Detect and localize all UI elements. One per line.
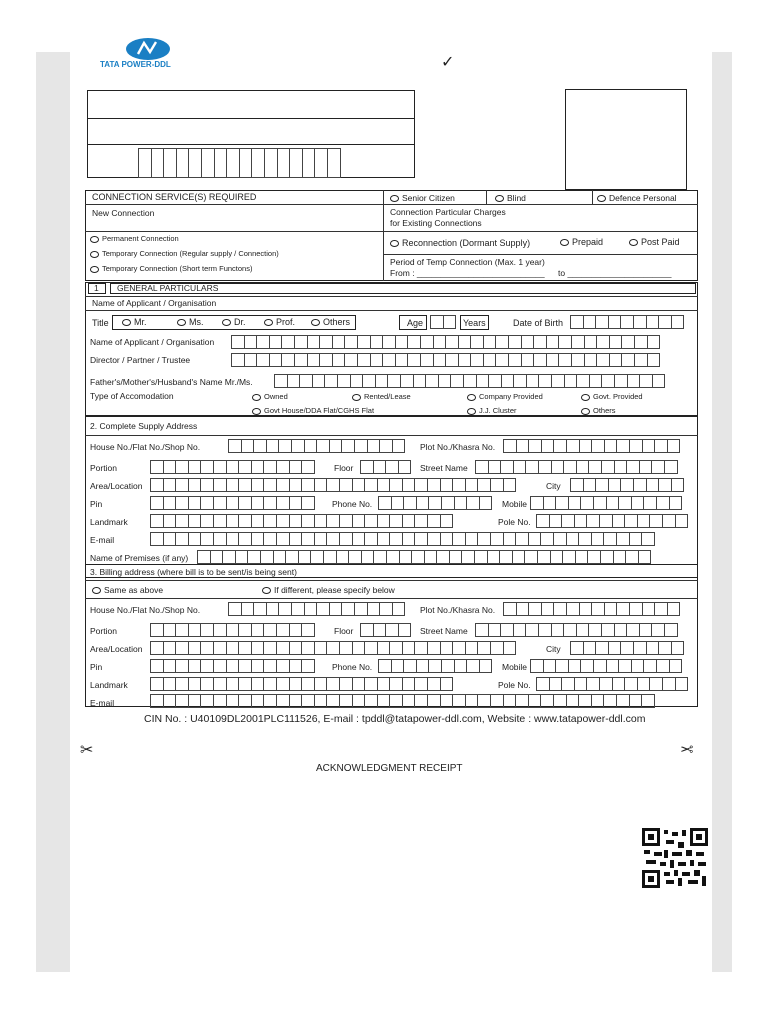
supply-city-label: City [546, 481, 561, 491]
supply-floor-cells[interactable] [360, 460, 410, 474]
radio-icon [581, 394, 590, 401]
billing-email-cells[interactable] [150, 694, 654, 706]
radio-icon [252, 408, 261, 415]
supply-heading: 2. Complete Supply Address [90, 421, 198, 431]
title-mr-option[interactable]: Mr. [122, 317, 147, 327]
supply-email-label: E-mail [90, 535, 115, 545]
radio-icon [560, 239, 569, 246]
accom-rented-option[interactable]: Rented/Lease [352, 392, 411, 401]
accom-govt-provided-option[interactable]: Govt. Provided [581, 392, 643, 401]
title-ms-option[interactable]: Ms. [177, 317, 204, 327]
from-field[interactable]: From : ___________________________ [390, 268, 545, 278]
billing-floor-cells[interactable] [360, 623, 410, 637]
supply-phone-label: Phone No. [332, 499, 373, 509]
tick-mark: ✓ [441, 54, 455, 71]
billing-landmark-cells[interactable] [150, 677, 452, 691]
billing-pole-label: Pole No. [498, 680, 531, 690]
accom-label: Type of Accomodation [90, 391, 174, 401]
billing-same-option[interactable]: Same as above [92, 585, 163, 595]
billing-heading: 3. Billing address (where bill is to be sent/is being sent) [90, 567, 297, 577]
supply-area-label: Area/Location [90, 481, 143, 491]
top-box-1[interactable] [87, 90, 415, 119]
name-heading: Name of Applicant / Organisation [92, 298, 217, 308]
supply-area-cells[interactable] [150, 478, 515, 492]
logo [100, 36, 210, 72]
accom-owned-option[interactable]: Owned [252, 392, 288, 401]
radio-icon [390, 195, 399, 202]
top-box-2[interactable] [87, 118, 415, 145]
billing-email-label: E-mail [90, 698, 115, 708]
blind-option[interactable]: Blind [495, 193, 526, 203]
supply-mobile-cells[interactable] [530, 496, 681, 510]
section-number-text: 1 [94, 283, 99, 293]
radio-icon [629, 239, 638, 246]
temp-regular-option[interactable]: Temporary Connection (Regular supply / Connection) [90, 249, 279, 258]
radio-icon [222, 319, 231, 326]
billing-area-cells[interactable] [150, 641, 515, 655]
father-label: Father's/Mother's/Husband's Name Mr./Ms. [90, 377, 253, 387]
permanent-option[interactable]: Permanent Connection [90, 234, 179, 243]
billing-plot-label: Plot No./Khasra No. [420, 605, 496, 615]
qr-code [642, 828, 708, 888]
title-prof-option[interactable]: Prof. [264, 317, 295, 327]
radio-icon [122, 319, 131, 326]
radio-icon [467, 408, 476, 415]
billing-phone-label: Phone No. [332, 662, 373, 672]
to-field[interactable]: to ______________________ [558, 268, 672, 278]
photo-box[interactable] [565, 89, 687, 190]
accom-jj-option[interactable]: J.J. Cluster [467, 406, 517, 415]
radio-icon [92, 587, 101, 594]
billing-plot-cells[interactable] [503, 602, 679, 616]
billing-floor-label: Floor [334, 626, 354, 636]
radio-icon [311, 319, 320, 326]
prepaid-option[interactable]: Prepaid [560, 237, 603, 247]
billing-city-label: City [546, 644, 561, 654]
billing-city-cells[interactable] [570, 641, 683, 655]
existing-label: for Existing Connections [390, 218, 482, 228]
supply-mobile-label: Mobile [502, 499, 528, 509]
radio-icon [177, 319, 186, 326]
supply-pole-cells[interactable] [536, 514, 687, 528]
supply-landmark-label: Landmark [90, 517, 128, 527]
reconnection-option[interactable]: Reconnection (Dormant Supply) [390, 238, 530, 248]
billing-pole-cells[interactable] [536, 677, 687, 691]
billing-landmark-label: Landmark [90, 680, 128, 690]
radio-icon [495, 195, 504, 202]
general-heading: GENERAL PARTICULARS [117, 283, 219, 293]
radio-icon [264, 319, 273, 326]
left-gutter [36, 52, 70, 972]
dob-cells[interactable] [570, 315, 683, 329]
radio-icon [90, 251, 99, 258]
billing-street-label: Street Name [420, 626, 468, 636]
billing-house-cells[interactable] [228, 602, 404, 616]
billing-portion-cells[interactable] [150, 623, 314, 637]
supply-portion-label: Portion [90, 463, 117, 473]
billing-area-label: Area/Location [90, 644, 143, 654]
years-label: Years [463, 318, 486, 328]
scissor-right-icon: ✂ [680, 742, 694, 759]
right-gutter [712, 52, 732, 972]
supply-floor-label: Floor [334, 463, 354, 473]
accom-company-option[interactable]: Company Provided [467, 392, 543, 401]
supply-city-cells[interactable] [570, 478, 683, 492]
supply-phone-cells[interactable] [378, 496, 491, 510]
supply-pin-label: Pin [90, 499, 103, 509]
billing-pin-cells[interactable] [150, 659, 314, 673]
title-label: Title [92, 318, 109, 328]
supply-portion-cells[interactable] [150, 460, 314, 474]
consumer-number-cells[interactable] [138, 148, 340, 178]
period-label: Period of Temp Connection (Max. 1 year) [390, 257, 545, 267]
premises-cells[interactable] [197, 550, 650, 564]
dob-label: Date of Birth [513, 318, 564, 328]
supply-landmark-cells[interactable] [150, 514, 452, 528]
billing-different-option[interactable]: If different, please specify below [262, 585, 395, 595]
radio-icon [90, 266, 99, 273]
accom-others-option[interactable]: Others [581, 406, 616, 415]
name-org-cells[interactable] [231, 335, 659, 349]
radio-icon [597, 195, 606, 202]
supply-house-label: House No./Flat No./Shop No. [90, 442, 201, 452]
radio-icon [262, 587, 271, 594]
postpaid-option[interactable]: Post Paid [629, 237, 680, 247]
supply-street-label: Street Name [420, 463, 468, 473]
age-cells[interactable] [430, 315, 455, 329]
name-org-label: Name of Applicant / Organisation [90, 337, 215, 347]
supply-email-cells[interactable] [150, 532, 654, 546]
radio-icon [352, 394, 361, 401]
cin-line: CIN No. : U40109DL2001PLC111526, E-mail : tpddl@tatapower-ddl.com, Website : www.tatapower-ddl.com [144, 713, 646, 725]
billing-mobile-cells[interactable] [530, 659, 681, 673]
new-connection-label: New Connection [92, 208, 155, 218]
qr-code-icon [642, 828, 708, 888]
billing-house-label: House No./Flat No./Shop No. [90, 605, 201, 615]
father-cells[interactable] [274, 374, 664, 388]
connection-heading: CONNECTION SERVICE(S) REQUIRED [92, 192, 257, 202]
billing-phone-cells[interactable] [378, 659, 491, 673]
supply-plot-label: Plot No./Khasra No. [420, 442, 496, 452]
radio-icon [467, 394, 476, 401]
billing-pin-label: Pin [90, 662, 103, 672]
billing-mobile-label: Mobile [502, 662, 528, 672]
temp-short-option[interactable]: Temporary Connection (Short term Functons) [90, 264, 252, 273]
radio-icon [90, 236, 99, 243]
senior-citizen-option[interactable]: Senior Citizen [390, 193, 455, 203]
billing-portion-label: Portion [90, 626, 117, 636]
title-others-option[interactable]: Others [311, 317, 350, 327]
defence-option[interactable]: Defence Personal [597, 193, 677, 203]
scissor-left-icon: ✂ [80, 742, 94, 759]
supply-house-cells[interactable] [228, 439, 404, 453]
director-cells[interactable] [231, 353, 659, 367]
billing-street-cells[interactable] [475, 623, 677, 637]
supply-pole-label: Pole No. [498, 517, 531, 527]
particular-charges-label: Connection Particular Charges [390, 207, 506, 217]
logo-text: TATA POWER-DDL [100, 60, 171, 69]
premises-label: Name of Premises (if any) [90, 553, 189, 563]
ack-heading: ACKNOWLEDGMENT RECEIPT [316, 763, 463, 774]
supply-plot-cells[interactable] [503, 439, 679, 453]
supply-street-cells[interactable] [475, 460, 677, 474]
radio-icon [252, 394, 261, 401]
director-label: Director / Partner / Trustee [90, 355, 191, 365]
accom-govt-house-option[interactable]: Govt House/DDA Flat/CGHS Flat [252, 406, 374, 415]
age-label: Age [407, 318, 424, 328]
title-dr-option[interactable]: Dr. [222, 317, 246, 327]
radio-icon [581, 408, 590, 415]
supply-pin-cells[interactable] [150, 496, 314, 510]
radio-icon [390, 240, 399, 247]
